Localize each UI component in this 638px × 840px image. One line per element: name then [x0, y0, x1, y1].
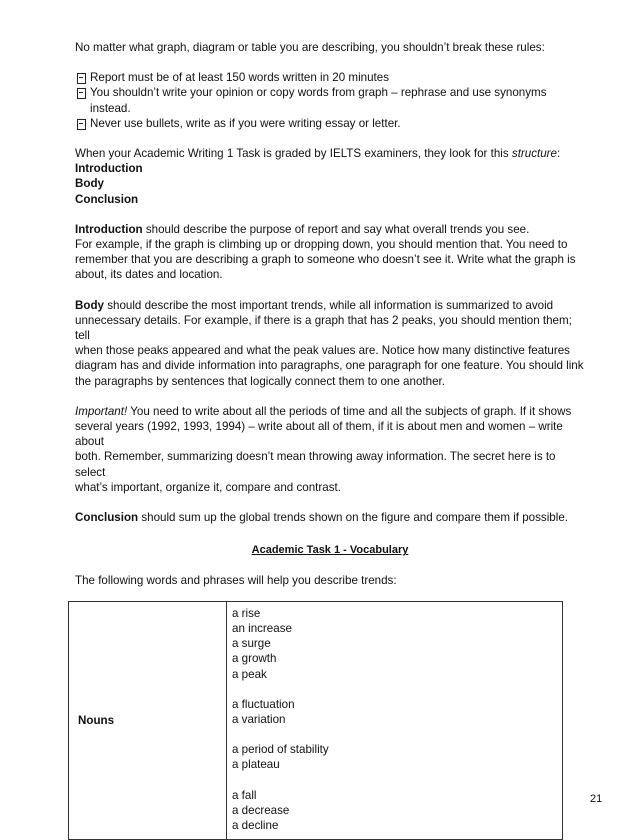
- word-item: a decrease: [232, 803, 290, 817]
- rule-item: [75, 85, 585, 115]
- body-paragraph: [75, 298, 585, 389]
- rule-text: Report must be of at least 150 words written in 20 minutes: [90, 71, 390, 85]
- word-item: a plateau: [232, 758, 280, 772]
- bullet-box-icon: [77, 73, 86, 84]
- rule-item: [75, 70, 585, 85]
- word-item: a decline: [232, 818, 279, 832]
- vocabulary-heading: Academic Task 1 - Vocabulary: [251, 544, 409, 557]
- table-label-cell: [69, 601, 227, 839]
- important-term: Important!: [75, 404, 128, 418]
- structure-item-introduction: Introduction: [75, 162, 143, 176]
- vocabulary-intro: The following words and phrases will help you describe trends:: [75, 574, 397, 588]
- table-row: [69, 601, 563, 839]
- paragraph-line: what’s important, organize it, compare and contrast.: [75, 480, 341, 494]
- paragraph-line: should describe the purpose of report and say what overall trends you see.: [142, 222, 530, 236]
- word-item: a fluctuation: [232, 697, 295, 711]
- table-words-cell: [227, 601, 563, 839]
- structure-text: When your Academic Writing 1 Task is graded by IELTS examiners, they look for this: [75, 147, 512, 161]
- nouns-label: Nouns: [78, 713, 115, 727]
- paragraph-line: For example, if the graph is climbing up or dropping down, you should mention that. You need to: [75, 238, 568, 252]
- paragraph-line: both. Remember, summarizing doesn’t mean throwing away information. The secret here is to select: [75, 450, 556, 479]
- structure-text-end: :: [557, 147, 561, 161]
- rule-text: Never use bullets, write as if you were writing essay or letter.: [90, 116, 401, 130]
- paragraph-line: the paragraphs by sentences that logically connect them to one another.: [75, 374, 445, 388]
- page-number: 21: [590, 793, 603, 805]
- word-item: a fall: [232, 788, 257, 802]
- structure-item-conclusion: Conclusion: [75, 192, 139, 206]
- vocabulary-table: [68, 601, 563, 840]
- paragraph-line: unnecessary details. For example, if there is a graph that has 2 peaks, you should mention them; tell: [75, 313, 572, 343]
- paragraph-line: about, its dates and location.: [75, 268, 223, 282]
- body-term: Body: [75, 298, 104, 312]
- structure-item-body: Body: [75, 177, 104, 191]
- paragraph-line: should describe the most important trends, while all information is summarized to avoid: [103, 298, 554, 312]
- important-paragraph: [75, 404, 585, 495]
- rules-intro: No matter what graph, diagram or table you are describing, you shouldn’t break these rules:: [75, 41, 545, 54]
- conclusion-paragraph: [75, 510, 585, 525]
- rule-item: [75, 116, 585, 131]
- rule-text: You shouldn’t write your opinion or copy words from graph – rephrase and use synonyms instead.: [90, 86, 547, 115]
- introduction-term: Introduction: [75, 222, 143, 236]
- paragraph-line: remember that you are describing a graph to someone who doesn’t see it. Write what the graph is: [75, 253, 576, 267]
- document-page: [75, 40, 585, 840]
- paragraph-line: when those peaks appeared and what the peak values are. Notice how many distinctive features: [75, 344, 570, 358]
- structure-intro: [75, 146, 585, 161]
- word-item: a variation: [232, 712, 286, 726]
- paragraph-line: should sum up the global trends shown on the figure and compare them if possible.: [138, 511, 568, 525]
- word-item: a surge: [232, 637, 271, 651]
- structure-emphasis: structure: [511, 147, 557, 161]
- word-item: a growth: [232, 652, 277, 666]
- word-item: a rise: [232, 606, 261, 620]
- bullet-box-icon: [77, 88, 86, 99]
- introduction-paragraph: [75, 222, 585, 283]
- conclusion-term: Conclusion: [75, 511, 139, 525]
- paragraph-line: You need to write about all the periods of time and all the subjects of graph. If it shows: [127, 404, 572, 418]
- word-item: a peak: [232, 667, 267, 681]
- paragraph-line: several years (1992, 1993, 1994) – write about all of them, if it is about men and women – write about: [75, 420, 563, 449]
- word-item: a period of stability: [232, 743, 329, 757]
- paragraph-line: diagram has and divide information into paragraphs, one paragraph for one feature. You should link: [75, 359, 584, 373]
- word-item: an increase: [232, 621, 292, 635]
- bullet-box-icon: [77, 119, 86, 130]
